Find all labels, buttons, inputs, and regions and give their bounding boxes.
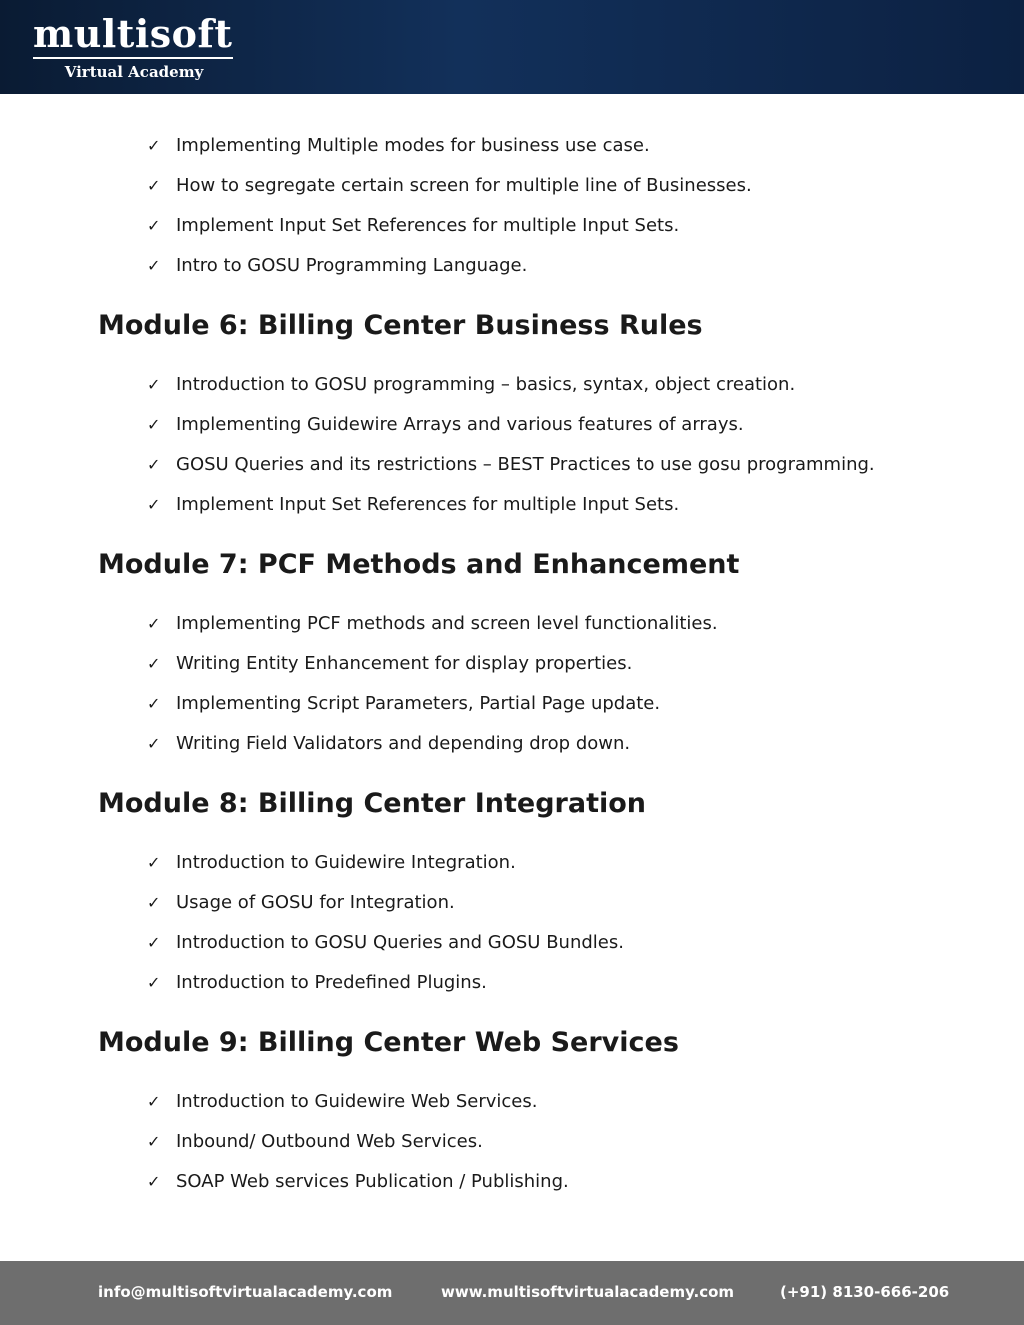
module-8-title: Module 8: Billing Center Integration [98,788,647,819]
list-item-text: Introduction to Guidewire Integration. [176,852,516,873]
course-content [0,126,1024,1202]
list-item [0,246,1024,286]
list-item [0,206,1024,246]
checkmark-icon: ✓ [147,734,161,753]
list-item-text: Implementing PCF methods and screen level functionalities. [176,613,718,634]
checkmark-icon: ✓ [147,654,161,673]
list-item [0,445,1024,485]
checkmark-icon: ✓ [147,256,161,275]
footer-phone: (+91) 8130-666-206 [780,1283,950,1301]
list-item [0,405,1024,445]
list-item-text: Implementing Multiple modes for business use case. [176,135,650,156]
list-item-text: Introduction to Guidewire Web Services. [176,1091,538,1112]
list-item [0,166,1024,206]
module-6-title: Module 6: Billing Center Business Rules [98,310,703,341]
list-item [0,604,1024,644]
checkmark-icon: ✓ [147,933,161,952]
module-6-bullet-list [0,365,1024,525]
checkmark-icon: ✓ [147,973,161,992]
page-footer [0,1261,1024,1325]
checkmark-icon: ✓ [147,614,161,633]
list-item-text: Implementing Guidewire Arrays and various features of arrays. [176,414,744,435]
logo-divider [33,57,233,59]
checkmark-icon: ✓ [147,415,161,434]
list-item [0,724,1024,764]
list-item-text: Inbound/ Outbound Web Services. [176,1131,483,1152]
list-item-text: Usage of GOSU for Integration. [176,892,455,913]
checkmark-icon: ✓ [147,853,161,872]
list-item-text: Introduction to Predefined Plugins. [176,972,487,993]
module-7-bullet-list [0,604,1024,764]
checkmark-icon: ✓ [147,176,161,195]
module-9-title: Module 9: Billing Center Web Services [98,1027,679,1058]
list-item [0,883,1024,923]
list-item-text: Introduction to GOSU programming – basics, syntax, object creation. [176,374,796,395]
intro-bullet-list [0,126,1024,286]
list-item [0,1162,1024,1202]
logo-wordmark: multisoft [33,11,233,56]
list-item [0,126,1024,166]
checkmark-icon: ✓ [147,1132,161,1151]
list-item-text: How to segregate certain screen for multiple line of Businesses. [176,175,752,196]
list-item-text: SOAP Web services Publication / Publishing. [176,1171,569,1192]
list-item [0,923,1024,963]
list-item [0,684,1024,724]
list-item [0,1122,1024,1162]
checkmark-icon: ✓ [147,455,161,474]
list-item [0,1082,1024,1122]
checkmark-icon: ✓ [147,495,161,514]
list-item-text: Implement Input Set References for multiple Input Sets. [176,215,680,236]
list-item [0,485,1024,525]
footer-website-link[interactable]: www.multisoftvirtualacademy.com [441,1283,735,1301]
multisoft-logo[interactable] [33,12,235,81]
list-item-text: Intro to GOSU Programming Language. [176,255,528,276]
list-item-text: Writing Field Validators and depending drop down. [176,733,631,754]
logo-tagline: Virtual Academy [64,63,204,81]
checkmark-icon: ✓ [147,1172,161,1191]
list-item [0,644,1024,684]
footer-email-link[interactable]: info@multisoftvirtualacademy.com [98,1283,393,1301]
checkmark-icon: ✓ [147,694,161,713]
list-item-text: Introduction to GOSU Queries and GOSU Bundles. [176,932,624,953]
list-item [0,365,1024,405]
checkmark-icon: ✓ [147,136,161,155]
list-item-text: Writing Entity Enhancement for display properties. [176,653,633,674]
module-8-bullet-list [0,843,1024,1003]
list-item-text: Implement Input Set References for multiple Input Sets. [176,494,680,515]
checkmark-icon: ✓ [147,375,161,394]
checkmark-icon: ✓ [147,216,161,235]
module-9-bullet-list [0,1082,1024,1202]
page-header [0,0,1024,94]
list-item-text: Implementing Script Parameters, Partial Page update. [176,693,661,714]
list-item [0,843,1024,883]
module-7-title: Module 7: PCF Methods and Enhancement [98,549,740,580]
list-item-text: GOSU Queries and its restrictions – BEST Practices to use gosu programming. [176,454,875,475]
list-item [0,963,1024,1003]
checkmark-icon: ✓ [147,1092,161,1111]
checkmark-icon: ✓ [147,893,161,912]
